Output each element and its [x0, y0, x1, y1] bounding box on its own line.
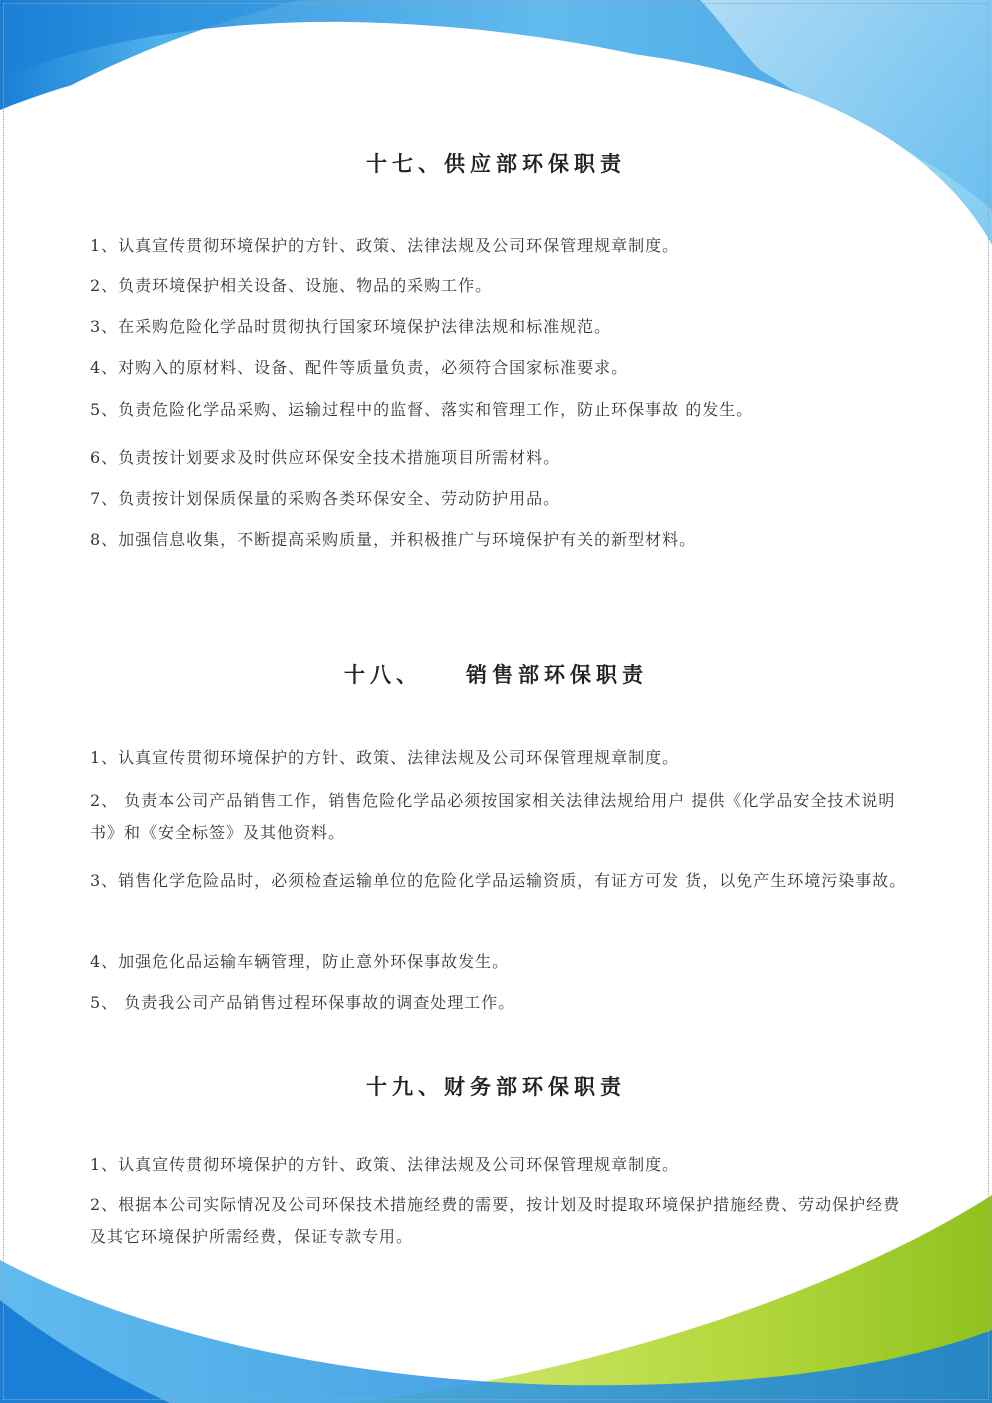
- list-item: 4、对购入的原材料、设备、配件等质量负责，必须符合国家标准要求。: [90, 358, 629, 377]
- list-item: 4、加强危化品运输车辆管理，防止意外环保事故发生。: [90, 952, 510, 971]
- list-item: 2、根据本公司实际情况及公司环保技术措施经费的需要，按计划及时提取环境保护措施经费、劳动保护经费及其它环境保护所需经费，保证专款专用。: [90, 1195, 901, 1246]
- list-item: 1、认真宣传贯彻环境保护的方针、政策、法律法规及公司环保管理规章制度。: [90, 236, 680, 255]
- list-item: 1、认真宣传贯彻环境保护的方针、政策、法律法规及公司环保管理规章制度。: [90, 748, 680, 767]
- list-item: 3、销售化学危险品时，必须检查运输单位的危险化学品运输资质，有证方可发 货，以免产生环境污染事故。: [90, 871, 907, 890]
- section-heading-sales-number: 十八、: [344, 662, 422, 687]
- list-item: 7、负责按计划保质保量的采购各类环保安全、劳动防护用品。: [90, 489, 561, 508]
- section-heading-supply-text: 十七、供应部环保职责: [366, 151, 626, 176]
- list-item: 6、负责按计划要求及时供应环保安全技术措施项目所需材料。: [90, 448, 561, 467]
- section-heading-supply: [0, 148, 992, 178]
- section-heading-finance-text: 十九、财务部环保职责: [366, 1074, 626, 1099]
- list-item: 1、认真宣传贯彻环境保护的方针、政策、法律法规及公司环保管理规章制度。: [90, 1155, 680, 1174]
- list-item: 2、负责环境保护相关设备、设施、物品的采购工作。: [90, 276, 493, 295]
- section-heading-sales: [0, 659, 992, 689]
- list-item: 8、加强信息收集，不断提高采购质量，并积极推广与环境保护有关的新型材料。: [90, 530, 697, 549]
- list-item: 5、 负责我公司产品销售过程环保事故的调查处理工作。: [90, 993, 516, 1012]
- section-heading-sales-text: 销售部环保职责: [466, 662, 648, 687]
- list-item: 3、在采购危险化学品时贯彻执行国家环境保护法律法规和标准规范。: [90, 317, 612, 336]
- list-item: 5、负责危险化学品采购、运输过程中的监督、落实和管理工作，防止环保事故 的发生。: [90, 400, 754, 419]
- section-heading-finance: [0, 1071, 992, 1101]
- list-item: 2、 负责本公司产品销售工作，销售危险化学品必须按国家相关法律法规给用户 提供《化学品安全技术说明书》和《安全标签》及其他资料。: [90, 791, 896, 842]
